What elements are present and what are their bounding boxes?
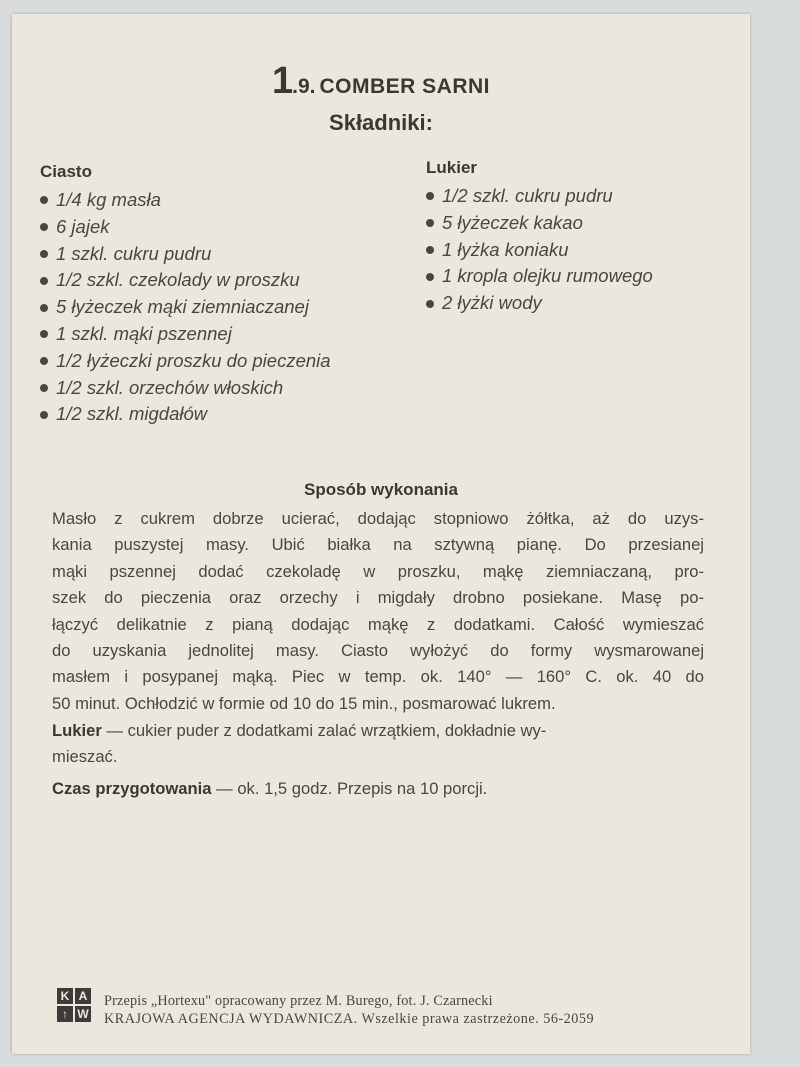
bullet-icon	[40, 250, 48, 258]
lukier-list	[426, 183, 746, 317]
list-item: 1 szkl. mąki pszennej	[40, 321, 420, 348]
bullet-icon	[426, 192, 434, 200]
recipe-number-big: 1	[271, 60, 293, 102]
list-item: 1/2 szkl. migdałów	[40, 401, 420, 428]
bullet-icon	[40, 411, 48, 419]
recipe-name: COMBER SARNI	[319, 75, 490, 98]
list-item: 1 łyżka koniaku	[426, 237, 746, 264]
list-item: 1 kropla olejku rumowego	[426, 263, 746, 290]
method-line: mąki pszennej dodać czekoladę w proszku, mąkę ziemniaczaną, pro-	[52, 561, 704, 581]
method-line: szek do pieczenia oraz orzechy i migdały drobno posiekane. Masę po-	[52, 588, 704, 608]
list-item: 1/2 szkl. orzechów włoskich	[40, 375, 420, 402]
ciasto-list	[40, 187, 420, 428]
lukier-label: Lukier	[52, 721, 102, 740]
prep-time	[52, 776, 704, 802]
bullet-icon	[426, 219, 434, 227]
lukier-column	[426, 158, 746, 317]
method-line: Masło z cukrem dobrze ucierać, dodając stopniowo żółtka, aż do uzys-	[52, 509, 704, 528]
lukier-heading: Lukier	[426, 158, 478, 177]
method-line: kania puszystej masy. Ubić białka na sztywną pianę. Do przesianej	[52, 535, 704, 555]
lukier-method	[52, 718, 704, 771]
ciasto-heading: Ciasto	[40, 162, 92, 181]
method-line: do uzyskania jednolitej masy. Ciasto wyłożyć do formy wysmarowanej	[52, 641, 704, 661]
list-item: 1/2 szkl. czekolady w proszku	[40, 267, 420, 294]
footer-publisher: KRAJOWA AGENCJA WYDAWNICZA. Wszelkie prawa zastrzeżone. 56-2059	[104, 1011, 595, 1027]
bullet-icon	[40, 330, 48, 338]
list-item: 1/2 łyżeczki proszku do pieczenia	[40, 348, 420, 375]
footer-credit: Przepis „Hortexu" opracowany przez M. Burego, fot. J. Czarnecki	[104, 993, 493, 1009]
prep-time-text: — ok. 1,5 godz. Przepis na 10 porcji.	[211, 779, 488, 798]
recipe-title	[12, 60, 750, 103]
method-line: 50 minut. Ochłodzić w formie od 10 do 15 min., posmarować lukrem.	[52, 693, 556, 713]
list-item: 1/4 kg masła	[40, 187, 420, 214]
ingredients-heading: Składniki:	[329, 110, 433, 135]
footer-text	[104, 992, 594, 1028]
list-item: 5 łyżeczek kakao	[426, 210, 746, 237]
bullet-icon	[40, 304, 48, 312]
prep-time-label: Czas przygotowania	[52, 779, 212, 798]
ciasto-column	[40, 162, 420, 428]
list-item: 5 łyżeczek mąki ziemniaczanej	[40, 294, 420, 321]
bullet-icon	[40, 223, 48, 231]
bullet-icon	[426, 300, 434, 308]
list-item: 1 szkl. cukru pudru	[40, 241, 420, 268]
bullet-icon	[40, 357, 48, 365]
method-line: łączyć delikatnie z pianą dodając mąkę z dodatkami. Całość wymieszać	[52, 614, 704, 634]
lukier-method-line: Lukier — cukier puder z dodatkami zalać wrzątkiem, dokładnie wy-	[52, 721, 547, 740]
bullet-icon	[40, 196, 48, 204]
recipe-number-rest: .9.	[292, 75, 316, 98]
method-line: masłem i posypanej mąką. Piec w temp. ok. 140° — 160° C. ok. 40 do	[52, 667, 704, 687]
method-heading: Sposób wykonania	[304, 480, 458, 499]
bullet-icon	[426, 246, 434, 254]
bullet-icon	[40, 277, 48, 285]
list-item: 2 łyżki wody	[426, 290, 746, 317]
bullet-icon	[426, 273, 434, 281]
kaw-logo-icon: K A ↑ W	[57, 988, 93, 1024]
list-item: 6 jajek	[40, 214, 420, 241]
bullet-icon	[40, 384, 48, 392]
recipe-card	[12, 14, 750, 1054]
list-item: 1/2 szkl. cukru pudru	[426, 183, 746, 210]
method-text	[52, 506, 704, 717]
lukier-method-line: mieszać.	[52, 747, 118, 767]
